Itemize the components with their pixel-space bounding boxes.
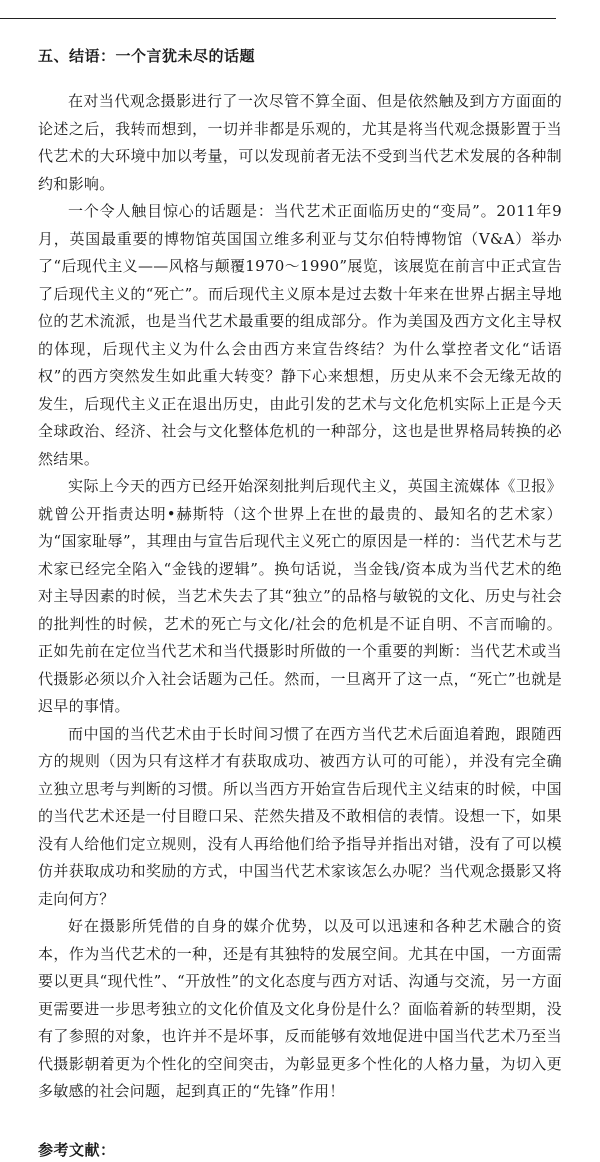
references-heading: 参考文献： xyxy=(38,1140,116,1159)
paragraph-3: 实际上今天的西方已经开始深刻批判后现代主义，英国主流媒体《卫报》就曾公开指责达明•赫斯特（这个世界上在世的最贵的、最知名的艺术家）为“国家耻辱”，其理由与宣告后现代主义死亡的原因是一样的：当代艺术与艺术家已经完全陷入“金钱的逻辑”。换句话说，当金钱/资本成为当代艺术的绝对主导因素的时候，当艺术失去了其“独立”的品格与敏锐的文化、历史与社会的批判性的时候，艺术的死亡与文化/社会的危机是不证自明、不言而喻的。正如先前在定位当代艺术和当代摄影时所做的一个重要的判断：当代艺术或当代摄影必须以介入社会话题为己任。然而，一旦离开了这一点，“死亡”也就是迟早的事情。 xyxy=(38,477,562,715)
paragraph-5: 好在摄影所凭借的自身的媒介优势，以及可以迅速和各种艺术融合的资本，作为当代艺术的一种，还是有其独特的发展空间。尤其在中国，一方面需要以更具“现代性”、“开放性”的文化态度与西方对话、沟通与交流，另一方面更需要进一步思考独立的文化价值及文化身份是什么？面临着新的转型期，没有了参照的对象，也许并不是坏事，反而能够有效地促进中国当代艺术乃至当代摄影朝着更为个性化的空间突击，为彰显更多个性化的人格力量，为切入更多敏感的社会问题，起到真正的“先锋”作用！ xyxy=(38,917,562,1100)
header-rule xyxy=(0,18,556,19)
paragraph-4: 而中国的当代艺术由于长时间习惯了在西方当代艺术后面追着跑，跟随西方的规则（因为只有这样才有获取成功、被西方认可的可能），并没有完全确立独立思考与判断的习惯。所以当西方开始宣告后现代主义结束的时候，中国的当代艺术还是一付目瞪口呆、茫然失措及不敢相信的表情。设想一下，如果没有人给他们定立规则，没有人再给他们给予指导并指出对错，没有了可以模仿并获取成功和奖励的方式，中国当代艺术家该怎么办呢？当代观念摄影又将走向何方？ xyxy=(38,724,562,908)
section-heading: 五、结语：一个言犹未尽的话题 xyxy=(38,47,256,65)
document-page xyxy=(38,38,562,1162)
paragraph-2: 一个令人触目惊心的话题是：当代艺术正面临历史的“变局”。2011年9月，英国最重要的博物馆英国国立维多利亚与艾尔伯特博物馆（V&A）举办了“后现代主义——风格与颠覆1970～1990”展览，该展览在前言中正式宣告了后现代主义的“死亡”。而后现代主义原本是过去数十年来在世界占据主导地位的艺术流派，也是当代艺术最重要的组成部分。作为美国及西方文化主导权的体现，后现代主义为什么会由西方来宣告终结？为什么掌控者文化“话语权”的西方突然发生如此重大转变？静下心来想想，历史从来不会无缘无故的发生，后现代主义正在退出历史，由此引发的艺术与文化危机实际上正是今天全球政治、经济、社会与文化整体危机的一种部分，这也是世界格局转换的必然结果。 xyxy=(38,202,562,468)
paragraph-1: 在对当代观念摄影进行了一次尽管不算全面、但是依然触及到方方面面的论述之后，我转而想到，一切并非都是乐观的，尤其是将当代观念摄影置于当代艺术的大环境中加以考量，可以发现前者无法不受到当代艺术发展的各种制约和影响。 xyxy=(38,92,562,193)
